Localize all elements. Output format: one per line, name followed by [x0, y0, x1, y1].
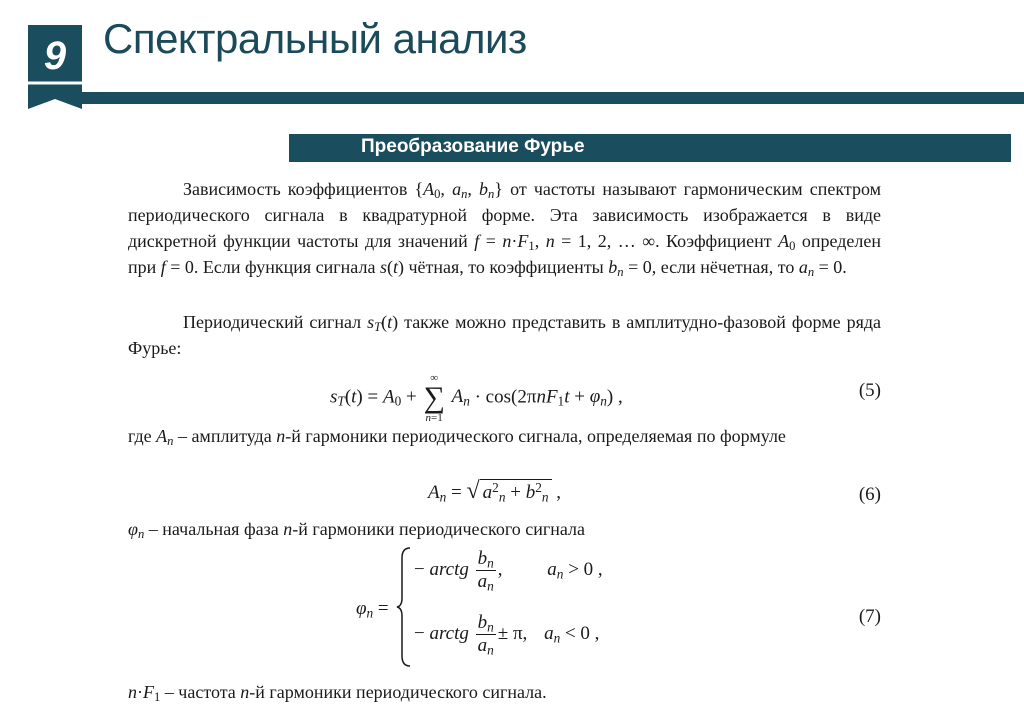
- equation-7-label: (7): [858, 606, 881, 627]
- paragraph-1: Зависимость коэффициентов {$A_0$, $a_n$, $b_n$} от частоты называют гармоническим спектром периодического сигнала в квадратурной форме. Эта зависимость изображается в виде дискретной функции частоты для значений $f = n\cdot F_1$, n = 1, 2, … ∞. Коэффициент $A_0$ определен при f = 0. Если функция сигнала s(t) чётная, то коэффициенты $b_n = 0$, если нёчетная, то $a_n = 0$.: [128, 179, 882, 280]
- equation-6-label: (6): [858, 484, 881, 505]
- equation-5: $s_T(t) = A_0$ + ∞ ∑ n=1 $A_n \cdot \cos(2\pi nF_1t + \varphi_n)$ ,: [330, 372, 623, 424]
- chapter-number: 9: [43, 34, 67, 78]
- page-title: Спектральный анализ: [103, 15, 527, 62]
- equation-5-label: (5): [858, 380, 881, 401]
- equation-7-case-1: − arctg $\frac{b_n}{a_n}$ , $a_n > 0$ ,: [414, 548, 603, 594]
- equation-7-case-2: − arctg $\frac{b_n}{a_n}$ ± π, $a_n < 0$ ,: [414, 612, 600, 658]
- section-heading-bar: [289, 134, 1011, 162]
- paragraph-5: $n\cdot F_1$ – частота n-й гармоники периодического сигнала.: [128, 682, 547, 705]
- section-heading: Преобразование Фурье: [361, 136, 585, 157]
- chapter-badge: [28, 25, 82, 109]
- header-rule: [82, 92, 1024, 104]
- equation-7-lhs: $\varphi_n$ =: [356, 598, 389, 621]
- paragraph-2: Периодический сигнал $s_T(t)$ также можно представить в амплитудно-фазовой форме ряда Фурье:: [128, 312, 882, 358]
- paragraph-4: $\varphi_n$ – начальная фаза n-й гармоники периодического сигнала: [128, 519, 586, 542]
- equation-6: $A_n$ = √ $a^2_n + b^2_n$ ,: [428, 478, 561, 505]
- equation-7-brace: [396, 546, 412, 668]
- paragraph-3: где $A_n$ – амплитуда n-й гармоники периодического сигнала, определяемая по формуле: [128, 426, 786, 449]
